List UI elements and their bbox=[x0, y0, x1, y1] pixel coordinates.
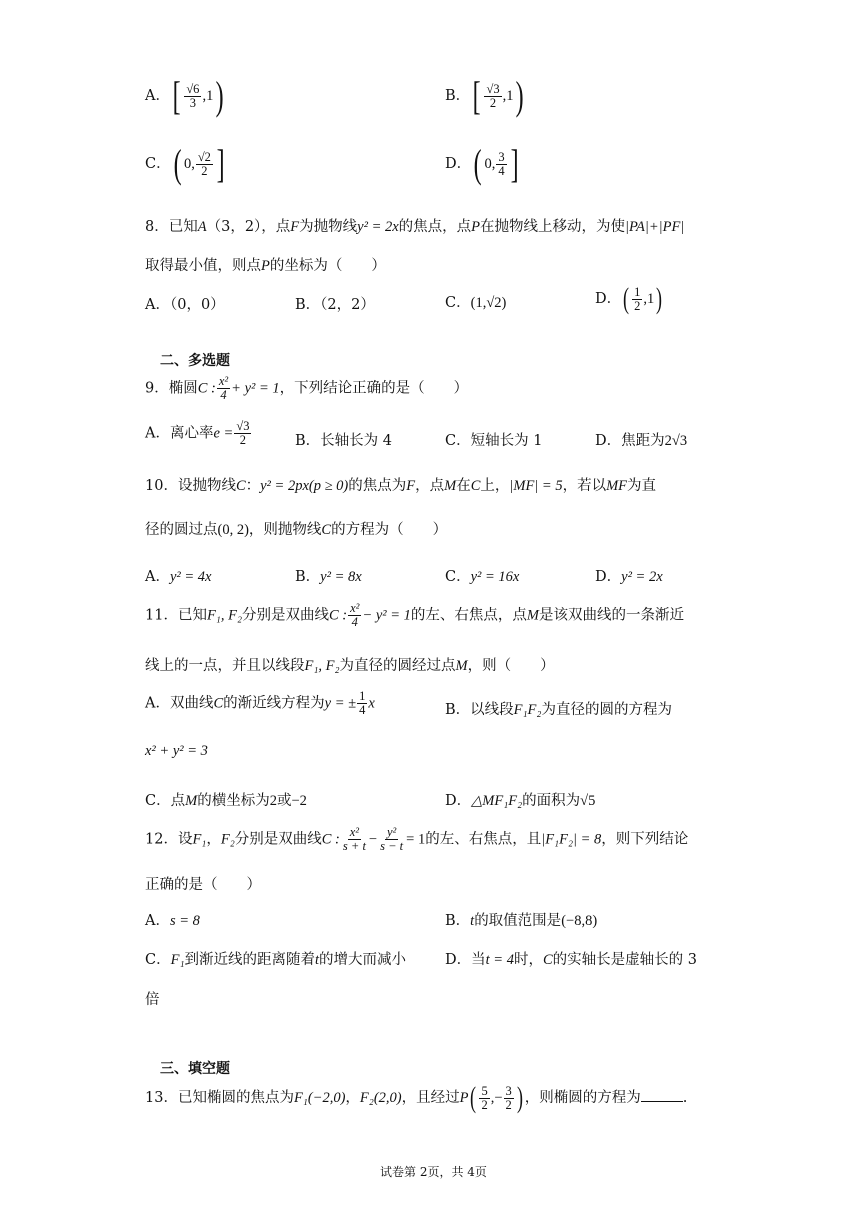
left-bracket: [ bbox=[472, 73, 481, 118]
math: C : bbox=[321, 831, 340, 848]
text: （3，2），点 bbox=[206, 219, 291, 235]
q12-line1 bbox=[145, 826, 688, 853]
left-bracket: [ bbox=[172, 73, 181, 118]
math: F₁, F₂ bbox=[304, 658, 340, 674]
q12-option-b bbox=[445, 909, 597, 930]
right-paren: ) bbox=[656, 282, 663, 315]
text: C．点 bbox=[145, 793, 186, 809]
interval-end: ,1 bbox=[202, 88, 214, 104]
q10-option-a bbox=[145, 565, 212, 586]
math: y² = 2x bbox=[621, 569, 663, 585]
math: F₁, F₂ bbox=[206, 607, 242, 624]
math: + y² = 1 bbox=[231, 380, 280, 397]
option-label: C． bbox=[445, 569, 471, 585]
option-label: A． bbox=[145, 913, 170, 929]
text: ，则下列结论 bbox=[601, 831, 689, 848]
text: 时， bbox=[513, 952, 543, 968]
numerator: y² bbox=[386, 825, 397, 839]
q8-option-b: B．（2，2） bbox=[295, 297, 375, 313]
math: − bbox=[368, 831, 378, 848]
left-paren: ( bbox=[623, 282, 630, 315]
numerator: x² bbox=[218, 374, 229, 388]
text: B． bbox=[445, 913, 471, 929]
text: 分别是双曲线 bbox=[234, 831, 322, 848]
text: 的左、右焦点，且 bbox=[425, 831, 542, 848]
text: ，则椭圆的方程为 bbox=[524, 1090, 641, 1106]
math: −2 bbox=[291, 793, 307, 809]
text: 的左、右焦点，点 bbox=[410, 607, 527, 624]
text: B．以线段 bbox=[445, 702, 514, 718]
math: t bbox=[470, 913, 475, 929]
q9-option-c: C．短轴长为 1 bbox=[445, 433, 543, 449]
fraction bbox=[504, 1085, 514, 1112]
numerator: 1 bbox=[359, 689, 366, 703]
math: C bbox=[235, 478, 246, 494]
q12-option-d-continuation: 倍 bbox=[145, 992, 160, 1008]
q11-line2 bbox=[145, 654, 555, 675]
math: (0, 2) bbox=[217, 522, 249, 538]
option-label: A． bbox=[145, 88, 170, 104]
math: t = 4 bbox=[485, 952, 514, 968]
q11-option-b-continuation: x² + y² = 3 bbox=[145, 743, 208, 759]
math: F₂ bbox=[220, 831, 235, 848]
text: 为直径的圆经过点 bbox=[339, 658, 456, 674]
math: P bbox=[459, 1090, 469, 1106]
math: |MF| = 5 bbox=[509, 478, 563, 494]
q10-option-d bbox=[595, 565, 663, 586]
text: 为抛物线 bbox=[299, 219, 358, 235]
math: ,− bbox=[490, 1090, 503, 1106]
denominator: 2 bbox=[634, 298, 641, 313]
q10-option-c bbox=[445, 565, 519, 586]
fraction bbox=[378, 826, 405, 853]
text: 或 bbox=[276, 793, 292, 809]
math: |F₁F₂| = 8 bbox=[541, 831, 602, 848]
q7-option-b bbox=[445, 73, 527, 118]
q11-option-b bbox=[445, 698, 672, 719]
option-label: B． bbox=[295, 569, 321, 585]
denominator: s + t bbox=[342, 839, 366, 853]
text: 的渐近线方程为 bbox=[223, 695, 325, 712]
left-paren: ( bbox=[173, 141, 182, 186]
right-paren: ) bbox=[516, 1081, 523, 1114]
interval-start: 0, bbox=[183, 156, 195, 172]
q8-option-a: A．（0，0） bbox=[145, 297, 225, 313]
denominator: 4 bbox=[359, 703, 366, 717]
q11-option-a bbox=[145, 690, 375, 717]
text: 9．椭圆 bbox=[145, 380, 198, 397]
fraction bbox=[217, 375, 230, 402]
math: y = ± bbox=[324, 695, 357, 712]
text: C． bbox=[145, 952, 171, 968]
math: C : bbox=[197, 380, 216, 397]
math: y² = 2x bbox=[357, 219, 399, 235]
fraction bbox=[496, 151, 506, 178]
left-paren: ( bbox=[473, 141, 482, 186]
q7-option-a bbox=[145, 73, 227, 118]
math: y² = 8x bbox=[320, 569, 362, 585]
text: 的横坐标为 bbox=[197, 793, 270, 809]
text: 8．已知 bbox=[145, 219, 198, 235]
math: F bbox=[290, 219, 300, 235]
q7-option-d bbox=[445, 141, 521, 186]
text: ，若以 bbox=[562, 478, 607, 494]
denominator: 2 bbox=[489, 95, 497, 110]
math: y² = 16x bbox=[470, 569, 520, 585]
denominator: 4 bbox=[220, 388, 227, 402]
numerator: √6 bbox=[186, 81, 200, 96]
text: ，则（ ） bbox=[467, 658, 555, 674]
math: 2√3 bbox=[664, 433, 688, 449]
numerator: 3 bbox=[498, 149, 505, 164]
q12-option-a bbox=[145, 909, 200, 930]
text: A．双曲线 bbox=[145, 695, 214, 712]
option-label: D． bbox=[595, 569, 622, 585]
text: 的焦点，点 bbox=[398, 219, 472, 235]
math: P bbox=[261, 258, 270, 274]
text: ，点 bbox=[415, 478, 445, 494]
fraction bbox=[357, 690, 367, 717]
text: 的取值范围是 bbox=[474, 913, 562, 929]
page-footer: 试卷第 2页，共 4页 bbox=[380, 1165, 487, 1179]
math: e = bbox=[213, 425, 234, 442]
denominator: s − t bbox=[380, 839, 404, 853]
math: C bbox=[470, 478, 481, 494]
text: 10．设抛物线 bbox=[145, 478, 236, 494]
math: C bbox=[542, 952, 553, 968]
text: D．当 bbox=[445, 952, 486, 968]
option-label: C． bbox=[445, 295, 471, 311]
option-label: D． bbox=[445, 156, 472, 172]
q8-option-d bbox=[595, 284, 664, 314]
text: 在抛物线上移动，为使 bbox=[480, 219, 626, 235]
math: − y² = 1 bbox=[362, 607, 411, 624]
text: 是该双曲线的一条渐近 bbox=[539, 607, 684, 624]
math: C bbox=[321, 522, 332, 538]
right-bracket: ] bbox=[510, 141, 519, 186]
math: √5 bbox=[580, 793, 596, 809]
q8-line2 bbox=[145, 254, 386, 275]
text: 到渐近线的距离随着 bbox=[184, 952, 316, 968]
text: ，下列结论正确的是（ ） bbox=[279, 380, 469, 397]
denominator: 2 bbox=[505, 1097, 512, 1112]
math: C bbox=[213, 695, 224, 712]
text: 的增大而减小 bbox=[319, 952, 407, 968]
left-paren: ( bbox=[470, 1081, 477, 1114]
q8-option-c bbox=[445, 291, 506, 312]
numerator: √2 bbox=[197, 149, 211, 164]
math: = 1 bbox=[406, 831, 426, 848]
interval-end: ,1 bbox=[502, 88, 514, 104]
fraction bbox=[184, 83, 201, 110]
math: (1,√2) bbox=[470, 295, 507, 311]
text: 的实轴长是虚轴长的 3 bbox=[552, 952, 697, 968]
denominator: 4 bbox=[498, 163, 505, 178]
math: x bbox=[368, 695, 375, 712]
math: M bbox=[455, 658, 468, 674]
q11-option-d bbox=[445, 789, 595, 810]
fraction bbox=[348, 602, 361, 629]
denominator: 2 bbox=[481, 1097, 488, 1112]
math: y² = 4x bbox=[169, 569, 212, 585]
q11-line1 bbox=[145, 602, 684, 629]
right-bracket: ] bbox=[216, 141, 225, 186]
fraction bbox=[234, 420, 251, 447]
section-heading: 三、填空题 bbox=[160, 1061, 230, 1077]
interval-start: 0, bbox=[484, 156, 496, 172]
q10-line2 bbox=[145, 518, 447, 539]
q12-line2: 正确的是（ ） bbox=[145, 877, 261, 893]
text: . bbox=[682, 1090, 688, 1106]
text: 在 bbox=[456, 478, 471, 494]
option-label: A． bbox=[145, 569, 170, 585]
q13 bbox=[145, 1083, 687, 1113]
q8-line1 bbox=[145, 215, 684, 236]
text: 的焦点为 bbox=[348, 478, 407, 494]
text: 为直径的圆的方程为 bbox=[541, 702, 672, 718]
interval-end: ,1 bbox=[643, 291, 655, 307]
fraction bbox=[484, 83, 501, 110]
math: s = 8 bbox=[169, 913, 200, 929]
q7-option-c bbox=[145, 141, 227, 186]
right-paren: ) bbox=[516, 73, 525, 118]
text: D． bbox=[445, 793, 472, 809]
math: F₁ bbox=[170, 952, 185, 968]
q12-option-c bbox=[145, 948, 406, 969]
text: 的方程为（ ） bbox=[331, 522, 448, 538]
text: ，且经过 bbox=[401, 1090, 460, 1106]
text: 分别是双曲线 bbox=[242, 607, 329, 624]
numerator: 5 bbox=[481, 1083, 488, 1098]
text: 13．已知椭圆的焦点为 bbox=[145, 1090, 294, 1106]
option-label: A．离心率 bbox=[145, 425, 214, 442]
option-label: B． bbox=[445, 88, 471, 104]
numerator: x² bbox=[350, 601, 360, 615]
text: ， bbox=[345, 1090, 360, 1106]
text: 上， bbox=[480, 478, 510, 494]
option-label: C． bbox=[145, 156, 171, 172]
denominator: 2 bbox=[201, 163, 208, 178]
q9-option-d bbox=[595, 429, 687, 450]
q11-option-c bbox=[145, 789, 307, 810]
math: F₁ bbox=[192, 831, 207, 848]
math: (−8,8) bbox=[561, 913, 598, 929]
q9-option-b: B．长轴长为 4 bbox=[295, 433, 392, 449]
numerator: √3 bbox=[486, 81, 500, 96]
option-label: D．焦距为 bbox=[595, 433, 665, 449]
text: 的面积为 bbox=[522, 793, 581, 809]
math: C : bbox=[329, 607, 348, 624]
math: 2 bbox=[269, 793, 277, 809]
q10-line1 bbox=[145, 474, 656, 495]
section-heading: 二、多选题 bbox=[160, 353, 230, 369]
math: MF bbox=[606, 478, 628, 494]
numerator: x² bbox=[349, 825, 360, 839]
q12-option-d bbox=[445, 948, 697, 969]
text: 的坐标为（ ） bbox=[269, 258, 386, 274]
option-label: D． bbox=[595, 291, 622, 307]
numerator: 3 bbox=[505, 1083, 512, 1098]
q10-option-b bbox=[295, 565, 362, 586]
text: 线上的一点，并且以线段 bbox=[145, 658, 305, 674]
math: F₁F₂ bbox=[513, 702, 542, 718]
answer-blank[interactable] bbox=[641, 1087, 683, 1102]
fraction bbox=[479, 1085, 489, 1112]
q9-option-a bbox=[145, 420, 252, 447]
math: F bbox=[406, 478, 416, 494]
math: |PA|+|PF| bbox=[625, 219, 685, 235]
right-paren: ) bbox=[215, 73, 224, 118]
math: M bbox=[526, 607, 539, 624]
math: t bbox=[315, 952, 320, 968]
math: M bbox=[444, 478, 457, 494]
denominator: 2 bbox=[239, 433, 247, 447]
fraction bbox=[196, 151, 213, 178]
numerator: 1 bbox=[634, 284, 641, 299]
math: F₁(−2,0) bbox=[293, 1090, 346, 1106]
math: M bbox=[185, 793, 198, 809]
numerator: √3 bbox=[236, 419, 250, 433]
text: 取得最小值，则点 bbox=[145, 258, 261, 274]
fraction bbox=[341, 826, 368, 853]
math: A bbox=[197, 219, 207, 235]
text: 为直 bbox=[627, 478, 657, 494]
math: y² = 2px(p ≥ 0) bbox=[260, 478, 349, 494]
math: P bbox=[471, 219, 481, 235]
math: △MF₁F₂ bbox=[471, 793, 523, 809]
text: 12．设 bbox=[145, 831, 193, 848]
q9-stem bbox=[145, 375, 468, 402]
denominator: 3 bbox=[189, 95, 196, 110]
text: 11．已知 bbox=[145, 607, 207, 624]
text: 径的圆过点 bbox=[145, 522, 218, 538]
text: ： bbox=[245, 478, 261, 494]
math: F₂(2,0) bbox=[359, 1090, 402, 1106]
fraction bbox=[632, 286, 642, 313]
text: ， bbox=[206, 831, 221, 848]
text: ，则抛物线 bbox=[248, 522, 322, 538]
denominator: 4 bbox=[351, 615, 358, 629]
